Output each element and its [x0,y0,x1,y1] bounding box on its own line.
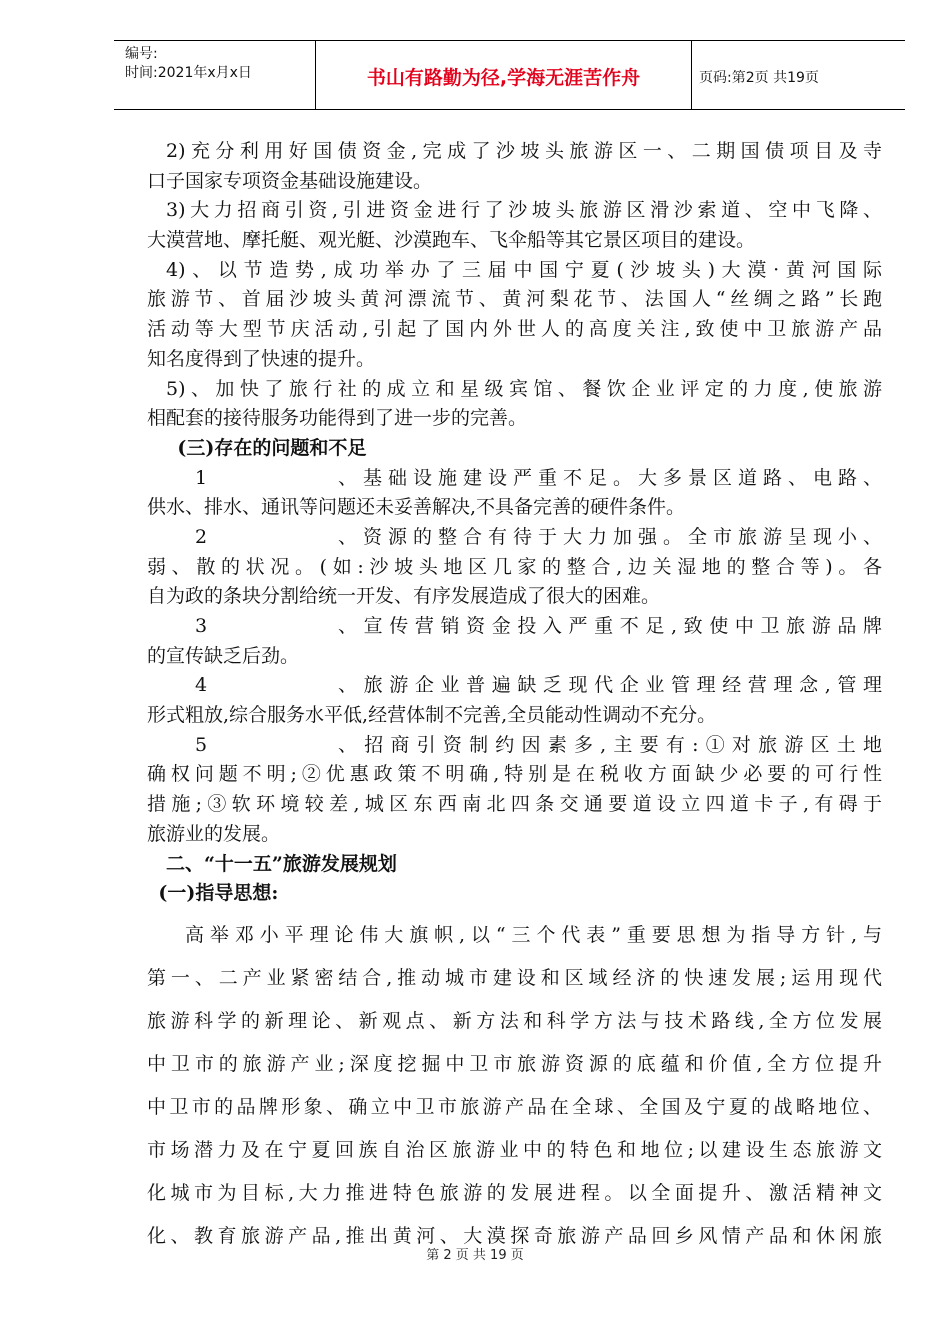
header-meta-cell [114,41,315,109]
line-text: 旅游业的发展。 [147,822,281,845]
line-text: 5)、加快了旅行社的成立和星级宾馆、餐饮企业评定的力度,使旅游 [166,377,882,400]
text-line [147,1043,882,1086]
line-text: 市场潜力及在宁夏回族自治区旅游业中的特色和地位;以建设生态旅游文 [147,1138,882,1161]
line-text: 二、“十一五”旅游发展规划 [166,852,397,875]
line-text: 招商引资制约因素多,主要有:①对旅游区土地 [357,733,882,756]
text-line [147,1129,882,1172]
line-text: 高举邓小平理论伟大旗帜,以“三个代表”重要思想为指导方针,与 [185,923,882,946]
guiding-thought-paragraph [147,914,882,1258]
list-number: 3、 [195,615,357,637]
text-line [147,553,882,583]
list-number: 2、 [195,525,357,548]
text-line [147,404,882,434]
text-line [147,790,882,820]
line-text: 供水、排水、通讯等问题还未妥善解决,不具备完善的硬件条件。 [147,496,686,519]
text-line [147,850,882,880]
line-text: 4)、以节造势,成功举办了三届中国宁夏(沙坡头)大漠·黄河国际 [166,258,882,281]
doc-time-label: 时间:2021年x月x日 [125,65,252,81]
page-header [114,40,905,110]
line-text: 活动等大型节庆活动,引起了国内外世人的高度关注,致使中卫旅游产品 [147,318,882,341]
text-line [147,957,882,1000]
text-line [147,434,882,464]
list-number: 4、 [195,674,357,697]
page-footer: 第 2 页 共 19 页 [426,1248,524,1263]
text-line [147,285,882,315]
text-line [147,167,882,197]
text-line [147,1000,882,1043]
line-text: 中卫市的旅游产业;深度挖掘中卫市旅游资源的底蕴和价值,全方位提升 [147,1052,882,1075]
line-text: (三)存在的问题和不足 [177,436,367,459]
line-text: 知名度得到了快速的提升。 [147,347,376,370]
text-line [147,731,882,761]
line-text: 形式粗放,综合服务水平低,经营体制不完善,全员能动性调动不充分。 [147,704,717,727]
text-line [147,256,882,286]
line-text: 资源的整合有待于大力加强。全市旅游呈现小、 [357,525,882,548]
text-line [147,671,882,701]
header-motto-cell [315,41,692,109]
text-line [147,226,882,256]
line-text: 中卫市的品牌形象、确立中卫市旅游产品在全球、全国及宁夏的战略地位、 [147,1095,882,1118]
text-line [147,820,882,850]
text-line [147,612,882,642]
line-text: 措施;③软环境较差,城区东西南北四条交通要道设立四道卡子,有碍于 [147,793,882,816]
text-line [147,315,882,345]
text-line [147,375,882,405]
line-text: 化、教育旅游产品,推出黄河、大漠探奇旅游产品回乡风情产品和休闲旅 [147,1224,882,1247]
text-line [147,196,882,226]
header-page-info: 页码:第2页 共19页 [699,70,819,86]
text-line [147,701,882,731]
text-line [147,1172,882,1215]
line-text: 相配套的接待服务功能得到了进一步的完善。 [147,407,528,430]
list-number: 1、 [195,466,357,489]
text-line [147,137,882,167]
line-text: 的宣传缺乏后劲。 [147,644,300,667]
doc-number-label: 编号: [125,46,158,62]
document-body [147,137,882,1258]
line-text: 弱、散的状况。(如:沙坡头地区几家的整合,边关湿地的整合等)。各 [147,555,882,578]
text-line [147,493,882,523]
text-line [147,642,882,672]
text-line [147,464,882,494]
line-text: 3)大力招商引资,引进资金进行了沙坡头旅游区滑沙索道、空中飞降、 [166,199,882,222]
header-page-cell [691,41,905,109]
header-motto: 书山有路勤为径,学海无涯苦作舟 [366,67,641,89]
line-text: (一)指导思想: [158,882,279,905]
line-text: 第一、二产业紧密结合,推动城市建设和区域经济的快速发展;运用现代 [147,966,882,989]
line-text: 化城市为目标,大力推进特色旅游的发展进程。以全面提升、激活精神文 [147,1181,882,1204]
line-text: 确权问题不明;②优惠政策不明确,特别是在税收方面缺少必要的可行性 [147,763,882,786]
line-text: 宣传营销资金投入严重不足,致使中卫旅游品牌 [357,615,882,637]
text-line [147,1086,882,1129]
text-line [147,914,882,957]
document-lines [147,137,882,909]
line-text: 口子国家专项资金基础设施建设。 [147,169,433,192]
line-text: 大漠营地、摩托艇、观光艇、沙漠跑车、飞伞船等其它景区项目的建设。 [147,229,756,252]
line-text: 2)充分利用好国债资金,完成了沙坡头旅游区一、二期国债项目及寺 [166,140,882,162]
text-line [147,523,882,553]
line-text: 旅游科学的新理论、新观点、新方法和科学方法与技术路线,全方位发展 [147,1009,882,1032]
line-text: 旅游企业普遍缺乏现代企业管理经营理念,管理 [357,674,882,697]
line-text: 基础设施建设严重不足。大多景区道路、电路、 [357,466,882,489]
text-line [147,582,882,612]
list-number: 5、 [195,733,357,756]
line-text: 旅游节、首届沙坡头黄河漂流节、黄河梨花节、法国人“丝绸之路”长跑 [147,288,882,311]
text-line [147,879,882,909]
text-line [147,760,882,790]
line-text: 自为政的条块分割给统一开发、有序发展造成了很大的困难。 [147,585,661,608]
text-line [147,345,882,375]
